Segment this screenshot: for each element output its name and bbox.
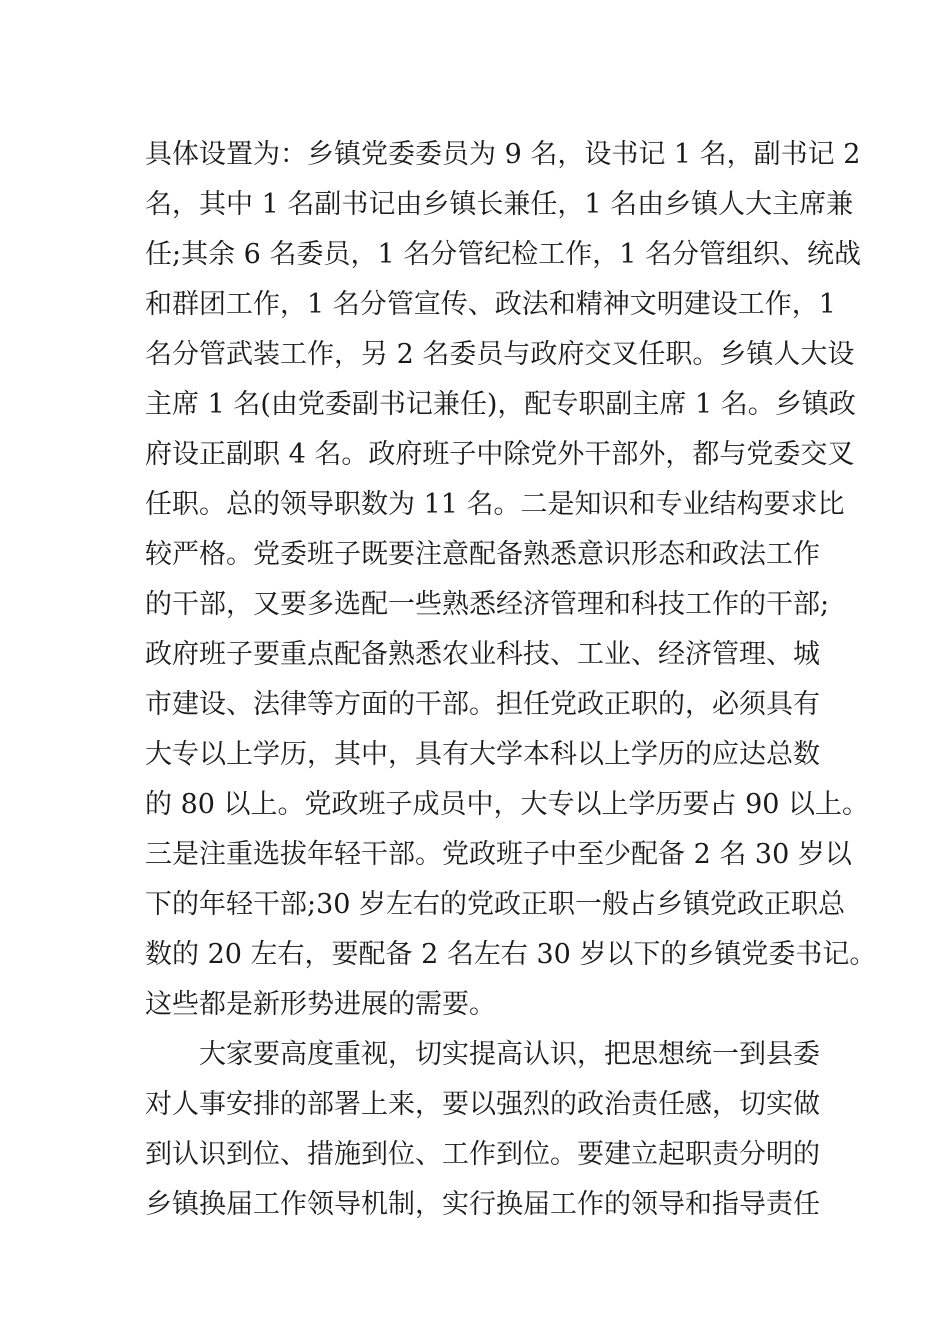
text-line: 数的 20 左右，要配备 2 名左右 30 岁以下的乡镇党委书记。 — [145, 939, 877, 970]
paragraph-start-line: 大家要高度重视，切实提高认识，把思想统一到县委 — [199, 1039, 820, 1070]
text-line: 具体设置为：乡镇党委委员为 9 名，设书记 1 名，副书记 2 — [145, 139, 861, 170]
text-line: 较严格。党委班子既要注意配备熟悉意识形态和政法工作 — [145, 539, 820, 570]
text-line: 主席 1 名(由党委副书记兼任)，配专职副主席 1 名。乡镇政 — [145, 389, 856, 420]
text-line: 市建设、法律等方面的干部。担任党政正职的，必须具有 — [145, 689, 820, 720]
body-text — [145, 130, 877, 1230]
text-line: 三是注重选拔年轻干部。党政班子中至少配备 2 名 30 岁以 — [145, 839, 852, 870]
text-line: 下的年轻干部;30 岁左右的党政正职一般占乡镇党政正职总 — [145, 889, 846, 920]
text-line: 任职。总的领导职数为 11 名。二是知识和专业结构要求比 — [145, 489, 845, 520]
text-line: 乡镇换届工作领导机制，实行换届工作的领导和指导责任 — [145, 1189, 820, 1220]
text-line: 的干部，又要多选配一些熟悉经济管理和科技工作的干部; — [145, 589, 830, 620]
text-line: 大专以上学历，其中，具有大学本科以上学历的应达总数 — [145, 739, 820, 770]
text-line: 任;其余 6 名委员，1 名分管纪检工作，1 名分管组织、统战 — [145, 239, 861, 270]
text-line: 的 80 以上。党政班子成员中，大专以上学历要占 90 以上。 — [145, 789, 870, 820]
text-line: 和群团工作，1 名分管宣传、政法和精神文明建设工作，1 — [145, 289, 836, 320]
text-line: 对人事安排的部署上来，要以强烈的政治责任感，切实做 — [145, 1089, 820, 1120]
text-line: 政府班子要重点配备熟悉农业科技、工业、经济管理、城 — [145, 639, 820, 670]
text-line: 名分管武装工作，另 2 名委员与政府交叉任职。乡镇人大设 — [145, 339, 855, 370]
paragraph-end-line: 这些都是新形势进展的需要。 — [145, 989, 496, 1020]
text-line: 府设正副职 4 名。政府班子中除党外干部外，都与党委交叉 — [145, 439, 855, 470]
text-line: 到认识到位、措施到位、工作到位。要建立起职责分明的 — [145, 1139, 820, 1170]
text-line: 名，其中 1 名副书记由乡镇长兼任，1 名由乡镇人大主席兼 — [145, 189, 854, 220]
